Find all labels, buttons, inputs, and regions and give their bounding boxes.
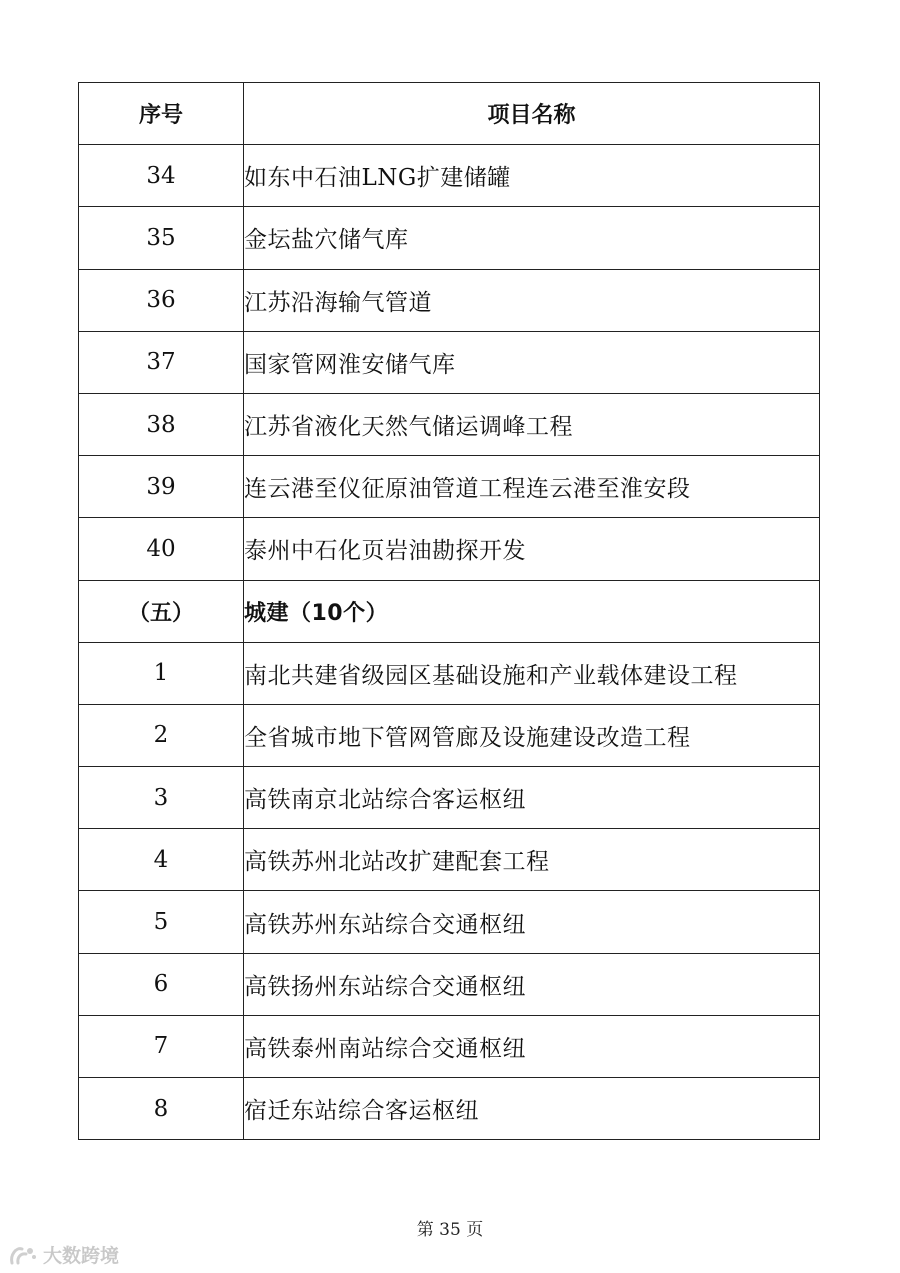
row-index: 1 — [79, 642, 244, 704]
row-index: 34 — [79, 145, 244, 207]
table-row — [79, 767, 820, 829]
row-project-name: 高铁南京北站综合客运枢纽 — [244, 767, 820, 829]
row-index: 3 — [79, 767, 244, 829]
row-index: 40 — [79, 518, 244, 580]
row-index: （五） — [79, 580, 244, 642]
table-row — [79, 207, 820, 269]
table-row — [79, 518, 820, 580]
page-number: 第 35 页 — [416, 1220, 484, 1240]
table-row — [79, 145, 820, 207]
row-project-name: 连云港至仪征原油管道工程连云港至淮安段 — [244, 456, 820, 518]
row-index: 8 — [79, 1078, 244, 1140]
row-index: 6 — [79, 953, 244, 1015]
row-index: 37 — [79, 331, 244, 393]
table-row — [79, 269, 820, 331]
table-row — [79, 1015, 820, 1077]
row-project-name: 宿迁东站综合客运枢纽 — [244, 1078, 820, 1140]
row-index: 4 — [79, 829, 244, 891]
row-index: 2 — [79, 704, 244, 766]
row-project-name: 国家管网淮安储气库 — [244, 331, 820, 393]
table-row — [79, 829, 820, 891]
table-row — [79, 331, 820, 393]
row-project-name: 泰州中石化页岩油勘探开发 — [244, 518, 820, 580]
row-index: 36 — [79, 269, 244, 331]
row-project-name: 金坛盐穴储气库 — [244, 207, 820, 269]
section-row — [79, 580, 820, 642]
row-index: 39 — [79, 456, 244, 518]
row-project-name: 城建（10个） — [244, 580, 820, 642]
row-project-name: 如东中石油LNG扩建储罐 — [244, 145, 820, 207]
row-project-name: 江苏省液化天然气储运调峰工程 — [244, 393, 820, 455]
project-table — [78, 82, 820, 1140]
row-index: 38 — [79, 393, 244, 455]
table-row — [79, 953, 820, 1015]
table-header-row — [79, 83, 820, 145]
header-index: 序号 — [79, 83, 244, 145]
row-project-name: 高铁扬州东站综合交通枢纽 — [244, 953, 820, 1015]
row-index: 35 — [79, 207, 244, 269]
row-project-name: 南北共建省级园区基础设施和产业载体建设工程 — [244, 642, 820, 704]
brand-logo-icon — [8, 1243, 38, 1267]
row-index: 7 — [79, 1015, 244, 1077]
table-body — [79, 145, 820, 1140]
watermark — [8, 1241, 119, 1268]
header-name: 项目名称 — [244, 83, 820, 145]
table-row — [79, 1078, 820, 1140]
table-row — [79, 642, 820, 704]
row-project-name: 高铁泰州南站综合交通枢纽 — [244, 1015, 820, 1077]
row-project-name: 高铁苏州东站综合交通枢纽 — [244, 891, 820, 953]
row-index: 5 — [79, 891, 244, 953]
table-row — [79, 456, 820, 518]
row-project-name: 全省城市地下管网管廊及设施建设改造工程 — [244, 704, 820, 766]
row-project-name: 高铁苏州北站改扩建配套工程 — [244, 829, 820, 891]
watermark-text: 大数跨境 — [43, 1245, 120, 1267]
row-project-name: 江苏沿海输气管道 — [244, 269, 820, 331]
table-row — [79, 891, 820, 953]
table-row — [79, 704, 820, 766]
table-row — [79, 393, 820, 455]
